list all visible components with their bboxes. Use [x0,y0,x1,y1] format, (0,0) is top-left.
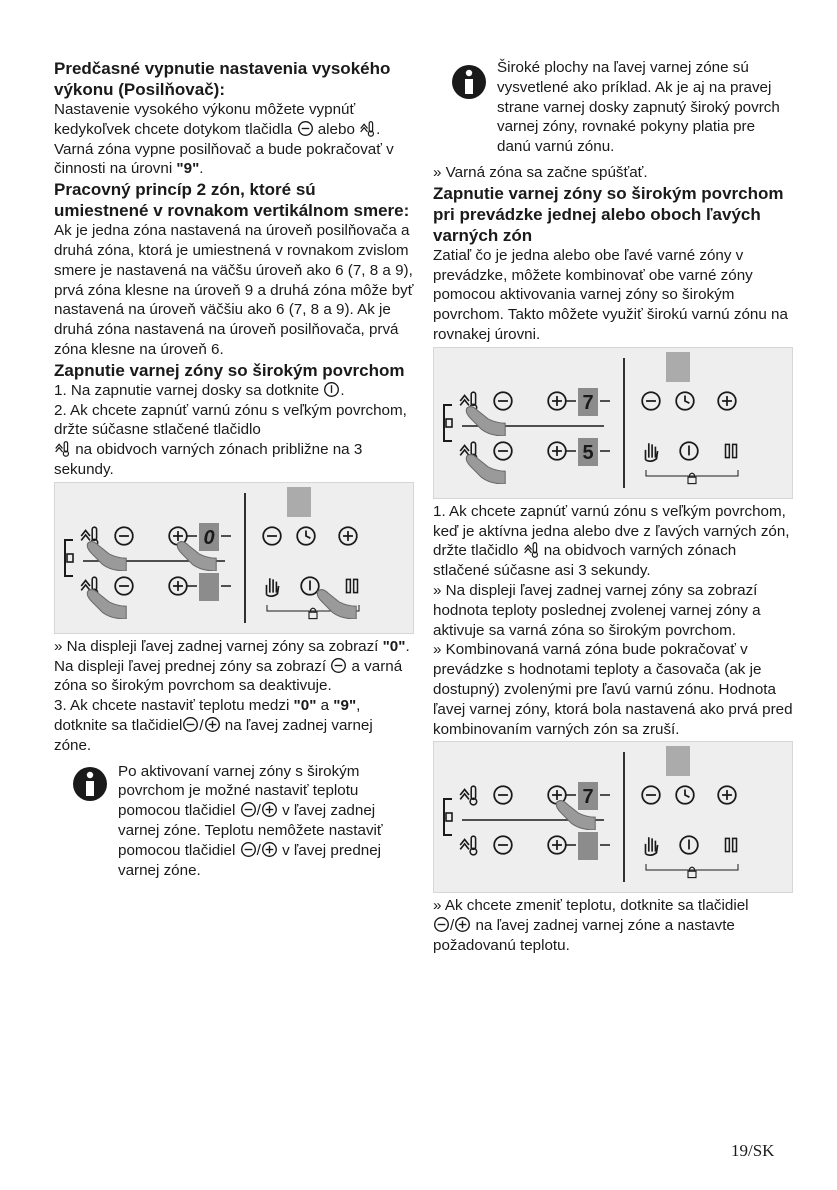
heading-two-zones: Pracovný princíp 2 zón, ktoré sú umiestnené v rovnakom vertikálnom smere: [54,180,410,221]
result-2-right: » Kombinovaná varná zóna bude pokračovať v prevádzke s hodnotami teploty a časovača (ak je dostupný) zvolenými pre ľavú varnú zónu. Hodnota ľavej varnej zóny, ktorá bola nastavená ako prvá pred kombinovaním varných zón sa zruší. [433,641,793,738]
info-note-left: Po aktivovaní varnej zóny s širokým povrchom je možné nastaviť teplotu pomocou tlačidiel / v ľavej zadnej varnej zóne. Teplotu nemôžete nastaviť pomocou tlačidiel / v ľavej prednej varnej zóne. [54,762,414,881]
display-digit: 7 [582,391,594,414]
control-panel-diagram-1 [54,482,414,634]
result-3-right: » Ak chcete zmeniť teplotu, dotknite sa tlačidiel / na ľavej zadnej varnej zóne a nastavte požadovanú teplotu. [433,897,749,954]
minus-icon [182,716,199,733]
display-digit: 7 [582,786,594,809]
plus-icon [454,916,471,933]
booster-icon [54,440,71,457]
heading-wide-zone: Zapnutie varnej zóny so širokým povrchom [54,360,405,380]
step-1-right: 1. Ak chcete zapnúť varnú zónu s veľkým povrchom, keď je aktívna jedna alebo dve z ľavých varných zón, držte tlačidlo na obidvoch varných zónach stlačené súčasne asi 3 sekundy. [433,502,790,580]
step-1: 1. Na zapnutie varnej dosky sa dotknite . [54,381,345,399]
result-1-right: » Na displeji ľavej zadnej varnej zóny sa zobrazí hodnota teploty poslednej zvolenej varnej zóny a aktivuje sa varná zóna so širokým povrchom. [433,581,761,639]
result-1: » Na displeji ľavej zadnej varnej zóny sa zobrazí "0". Na displeji ľavej prednej zóny sa zobrazí a varná zóna so širokým povrchom sa deaktivuje. [54,637,410,695]
control-panel-diagram-2 [433,347,793,499]
minus-icon [433,916,450,933]
left-column [54,58,414,880]
page-number: 19/SK [731,1141,775,1160]
heading-booster-off: Predčasné vypnutie nastavenia vysokého výkonu (Posilňovač): [54,59,391,99]
power-icon [323,381,340,398]
plus-icon [261,801,278,818]
step-2: 2. Ak chcete zapnúť varnú zónu s veľkým povrchom, držte súčasne stlačené tlačidlo na obidvoch varných zónach približne na 3 sekundy. [54,401,407,478]
plus-icon [261,841,278,858]
info-icon [451,64,487,100]
two-zones-text: Ak je jedna zóna nastavená na úroveň posilňovača a druhá zóna, ktorá je umiestnená v rovnakom zvislom smere je nastavená na väčšu úroveň ako 6 (7, 8 a 9), prvá zóna klesne na úroveň 9 a druhá zóna môže byť nastavená na úroveň väčšiu ako 6 (7, 8 a 9). Ak je druhá zóna nastavená na úroveň posilňovača, prvá zóna klesne na úroveň 6. [54,222,414,358]
info-note-right: Široké plochy na ľavej varnej zóne sú vysvetlené ako príklad. Ak je aj na pravej strane varnej dosky zapnutý široký povrch varnej zóny, rovnaké pokyny platia pre danú varnú zónu. [433,58,793,157]
minus-icon [240,841,257,858]
display-digit: 0 [203,526,215,549]
heading-wide-zone-running: Zapnutie varnej zóny so širokým povrchom pri prevádzke jednej alebo oboch ľavých varných zón [433,183,784,245]
booster-off-result: Varná zóna vypne posilňovač a bude pokračovať v činnosti na úrovni "9". [54,140,394,178]
booster-icon [523,541,540,558]
start-text: » Varná zóna sa začne spúšťať. [433,163,648,181]
display-digit: 5 [582,441,594,464]
minus-icon [297,120,314,137]
booster-icon [359,120,376,137]
wide-zone-running-text: Zatiaľ čo je jedna alebo obe ľavé varné zóny v prevádzke, môžete kombinovať obe varné zóny pomocou aktivovania varnej zóny so širokým povrchom. Takto môžete využiť širokú varnú zónu na rovnakej úrovni. [433,246,788,343]
step-3: 3. Ak chcete nastaviť teplotu medzi "0" a "9", dotknite sa tlačidiel / na ľavej zadnej varnej zóne. [54,697,373,754]
control-panel-diagram-3 [433,741,793,893]
plus-icon [204,716,221,733]
minus-icon [240,801,257,818]
booster-off-text: Nastavenie vysokého výkonu môžete vypnúť kedykoľvek chcete dotykom tlačidla alebo . [54,101,381,138]
info-icon [72,766,108,802]
right-column [433,58,793,956]
minus-icon [330,657,347,674]
